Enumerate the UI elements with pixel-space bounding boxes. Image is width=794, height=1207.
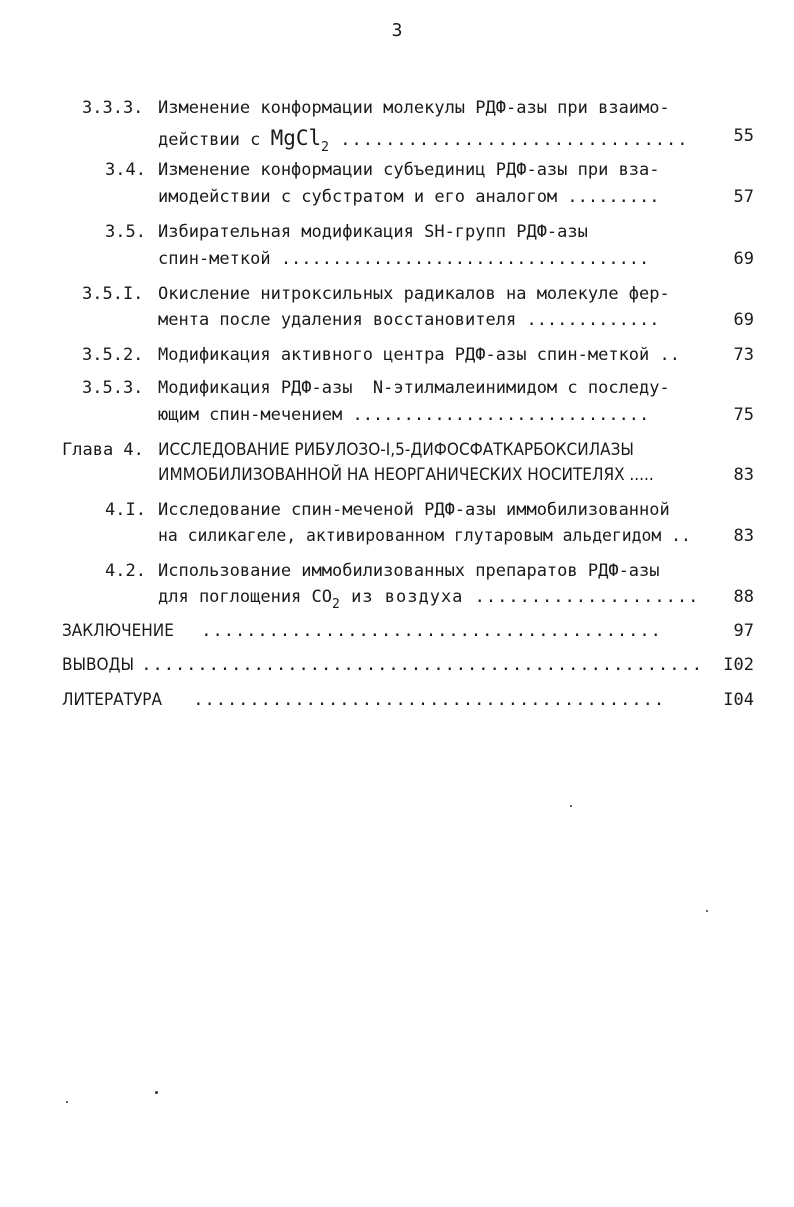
page-number: 3 xyxy=(391,20,403,41)
toc-entry-title: Изменение конформации молекулы РДФ-азы при взаимо- xyxy=(158,98,670,118)
toc-entry-title: ИССЛЕДОВАНИЕ РИБУЛОЗО-I,5-ДИФОСФАТКАРБОКСИЛАЗЫ xyxy=(158,440,634,460)
toc-entry-page: I04 xyxy=(723,690,754,710)
scan-speck xyxy=(155,1091,158,1094)
toc-entry-title-cont: имодействии с субстратом и его аналогом ......... xyxy=(158,187,660,207)
scan-speck xyxy=(706,910,708,912)
toc-entry-number: 4.I. xyxy=(105,500,146,520)
chemical-formula: MgCl xyxy=(270,126,322,150)
toc-entry-leader: .................................................. xyxy=(130,655,703,675)
toc-entry-page: 97 xyxy=(733,621,754,641)
scan-speck xyxy=(570,805,572,807)
toc-entry-leader: .......................................... xyxy=(182,690,666,710)
toc-entry-number: 3.3.3. xyxy=(82,98,144,118)
toc-entry-title-cont: ИММОБИЛИЗОВАННОЙ НА НЕОРГАНИЧЕСКИХ НОСИТЕЛЯХ ..... xyxy=(158,465,654,485)
toc-entry-title-cont: спин-меткой .................................... xyxy=(158,249,650,269)
toc-entry-title: Изменение конформации субъединиц РДФ-азы при вза- xyxy=(158,160,660,180)
toc-entry-title: ЛИТЕРАТУРА xyxy=(62,690,162,710)
toc-entry-title: Модификация РДФ-азы N-этилмалеинимидом с последу- xyxy=(158,378,670,398)
toc-entry-title: Исследование спин-меченой РДФ-азы иммобилизованной xyxy=(158,500,670,520)
toc-entry-title-cont: действии с MgCl$_2$ ............................... xyxy=(158,126,689,155)
toc-entry-page: 69 xyxy=(733,249,754,269)
toc-entry-title: Окисление нитроксильных радикалов на молекуле фер- xyxy=(158,284,670,304)
toc-entry-page: I02 xyxy=(723,655,754,675)
toc-entry-page: 73 xyxy=(733,345,754,365)
toc-entry-title-cont: мента после удаления восстановителя ............. xyxy=(158,310,660,330)
toc-entry-number: 3.5. xyxy=(105,222,146,242)
toc-entry-number: 3.5.I. xyxy=(82,284,144,304)
toc-entry-title: ВЫВОДЫ xyxy=(62,655,134,675)
toc-entry-page: 55 xyxy=(733,126,754,146)
toc-entry-page: 69 xyxy=(733,310,754,330)
toc-entry-title-cont: для поглощения $CO_2$ из воздуха .................... xyxy=(158,587,700,612)
toc-entry-title: Использование иммобилизованных препаратов РДФ-азы xyxy=(158,561,660,581)
toc-entry-page: 57 xyxy=(733,187,754,207)
toc-entry-title: ЗАКЛЮЧЕНИЕ xyxy=(62,621,174,641)
toc-entry-title-cont: на силикагеле, активированном глутаровым альдегидом .. xyxy=(158,526,691,545)
toc-entry-page: 75 xyxy=(733,405,754,425)
toc-entry-page: 83 xyxy=(733,526,754,546)
toc-entry-page: 83 xyxy=(733,465,754,485)
toc-entry-number: 3.5.2. xyxy=(82,345,144,365)
toc-entry-number: 3.4. xyxy=(105,160,146,180)
toc-entry-number: Глава 4. xyxy=(62,440,144,460)
toc-entry-title-cont: ющим спин-мечением ............................. xyxy=(158,405,650,425)
toc-entry-leader: ......................................... xyxy=(190,621,662,641)
toc-entry-number: 3.5.3. xyxy=(82,378,144,398)
toc-entry-page: 88 xyxy=(733,587,754,607)
toc-entry-title: Модификация активного центра РДФ-азы спин-меткой .. xyxy=(158,345,680,365)
scan-speck xyxy=(66,1101,68,1103)
toc-entry-number: 4.2. xyxy=(105,561,146,581)
toc-entry-title: Избирательная модификация SH-групп РДФ-азы xyxy=(158,222,588,242)
